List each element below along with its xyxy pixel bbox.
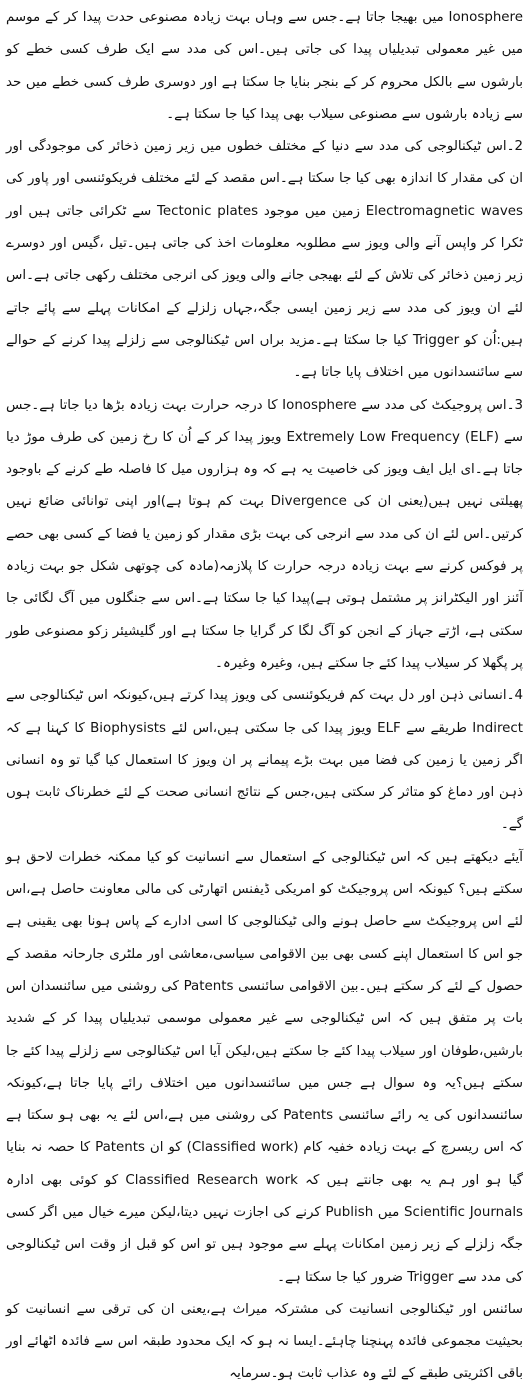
article-body bbox=[6, 2, 523, 1391]
paragraph-ionosphere-weather: Ionosphere میں بھیجا جاتا ہے۔جس سے وہاں بہت زیادہ مصنوعی حدت پیدا کر کے موسم میں غیر معمولی تبدیلیاں پیدا کی جاتی ہیں۔اس کی مدد سے ایک طرف کسی خطے کو بارشوں سے بالکل محروم کر کے بنجر بنایا جا سکتا ہے اور دوسری طرف کسی خطے میں حد سے زیادہ بارشوں سے مصنوعی سیلاب بھی پیدا کیا جا سکتا ہے۔ bbox=[6, 10, 523, 122]
paragraph-point-4-human-brain: 4۔انسانی ذہن اور دل بہت کم فریکوئنسی کی ویوز پیدا کرتے ہیں،کیونکہ اس ٹیکنالوجی سے Indirect طریقے سے ELF ویوز پیدا کی جا سکتی ہیں،اس لئے Biophysists کا کہنا ہے کہ اگر زمین یا زمین کی فضا میں بہت بڑے پیمانے پر ان ویوز کا استعمال کیا گیا تو وہ انسانی ذہن اور دماغ کو متاثر کر سکتی ہیں،جس کے نتائج انسانی صحت کے لئے خطرناک ثابت ہوں گے۔ bbox=[6, 688, 523, 833]
paragraph-dangers-discussion: آیئے دیکھتے ہیں کہ اس ٹیکنالوجی کے استعمال سے انسانیت کو کیا ممکنہ خطرات لاحق ہو سکتے ہیں؟ کیونکہ اس پروجیکٹ کو امریکی ڈیفنس اتھارٹی کی مالی معاونت حاصل ہے،اس لئے اس پروجیکٹ سے حاصل ہونے والی ٹیکنالوجی کا اسی ادارے کے پاس ہونا بھی یقینی ہے جو اس کا استعمال اپنے کسی بھی بین الاقوامی سیاسی،معاشی اور ملٹری جارحانہ مقصد کے حصول کے لئے کر سکتے ہیں۔بین الاقوامی سائنسی Patents کی روشنی میں سائنسدان اس بات پر متفق ہیں کہ اس ٹیکنالوجی سے غیر معمولی موسمی تبدیلیاں پیدا کر کے شدید بارشیں،طوفان اور سیلاب پیدا کئے جا سکتے ہیں،لیکن آیا اس ٹیکنالوجی سے زلزلے پیدا کئے جا سکتے ہیں؟یہ وہ سوال ہے جس میں سائنسدانوں میں اختلاف رائے پایا جاتا ہے،کیونکہ سائنسدانوں کی یہ رائے سائنسی Patents کی روشنی میں ہے،اس لئے یہ بھی ہو سکتا ہے کہ اس ریسرچ کے بہت زیادہ خفیہ کام (Classified work) کو ان Patents کا حصہ نہ بنایا گیا ہو اور ہم یہ بھی جانتے ہیں کہ Classified Research work کو کوئی بھی ادارہ Scientific Journals میں Publish کرنے کی اجازت نہیں دیتا،لیکن میرے خیال میں اگر کسی جگہ زلزلے کے زیر زمین امکانات پہلے سے موجود ہیں تو اس کو قبل از وقت اس ٹیکنالوجی کی مدد سے Trigger ضرور کیا جا سکتا ہے۔ bbox=[6, 849, 524, 1285]
paragraph-point-3-elf-waves: 3۔اس پروجیکٹ کی مدد سے Ionosphere کا درجہ حرارت بہت زیادہ بڑھا دیا جاتا ہے۔جس سے Extremely Low Frequency (ELF) ویوز پیدا کر کے اُن کا رخ زمین کی طرف موڑ دیا جاتا ہے۔ای ایل ایف ویوز کی خاصیت یہ ہے کہ وہ ہزاروں میل کا فاصلہ طے کرنے کے باوجود پھیلتی نہیں ہیں(یعنی ان کی Divergence بہت کم ہوتا ہے)اور اپنی توانائی ضائع نہیں کرتیں۔اس لئے ان کی مدد سے انرجی کی بہت بڑی مقدار کو زمین یا فضا کے کسی بھی حصے پر فوکس کرنے سے بہت زیادہ درجہ حرارت کا پلازمہ(مادہ کی چوتھی شکل جو بہت زیادہ آئنز اور الیکٹرانز پر مشتمل ہوتی ہے)پیدا کیا جا سکتا ہے۔اس سے جنگلوں میں آگ لگائی جا سکتی ہے، اڑتے جہاز کے انجن کو آگ لگا کر گرایا جا سکتا ہے اور گلیشیئر زکو مصنوعی طور پر پگھلا کر سیلاب پیدا کئے جا سکتے ہیں، وغیرہ وغیرہ۔ bbox=[6, 397, 523, 671]
paragraph-science-heritage: سائنس اور ٹیکنالوجی انسانیت کی مشترکہ میراث ہے،یعنی ان کی ترقی سے انسانیت کو بحیثیت مجموعی فائدہ پہنچنا چاہئے۔ایسا نہ ہو کہ ایک محدود طبقہ اس سے فائدہ اٹھائے اور باقی اکثریتی طبقے کے لئے وہ عذاب ثابت ہو۔سرمایہ bbox=[6, 1301, 523, 1382]
paragraph-point-2-underground-reserves: 2۔اس ٹیکنالوجی کی مدد سے دنیا کے مختلف خطوں میں زیر زمین ذخائر کی موجودگی اور ان کی مقدار کا اندازہ بھی کیا جا سکتا ہے۔اس مقصد کے لئے مختلف فریکوئنسی اور پاور کی Electromagnetic waves زمین میں موجود Tectonic plates سے ٹکرائی جاتی ہیں اور ٹکرا کر واپس آنے والی ویوز سے مطلوبہ معلومات اخذ کی جاتی ہیں۔تیل ،گیس اور دوسرے زیر زمین ذخائر کی تلاش کے لئے بھیجی جانے والی ویوز کی انرجی مختلف رکھی جاتی ہے۔اس لئے ان ویوز کی مدد سے زیر زمین ایسی جگہ،جہاں زلزلے کے امکانات پہلے سے پائے جاتے ہیں:اُن کو Trigger کیا جا سکتا ہے۔مزید براں اس ٹیکنالوجی سے زلزلے پیدا کرنے کے حوالے سے سائنسدانوں میں اختلاف پایا جاتا ہے۔ bbox=[6, 139, 524, 381]
